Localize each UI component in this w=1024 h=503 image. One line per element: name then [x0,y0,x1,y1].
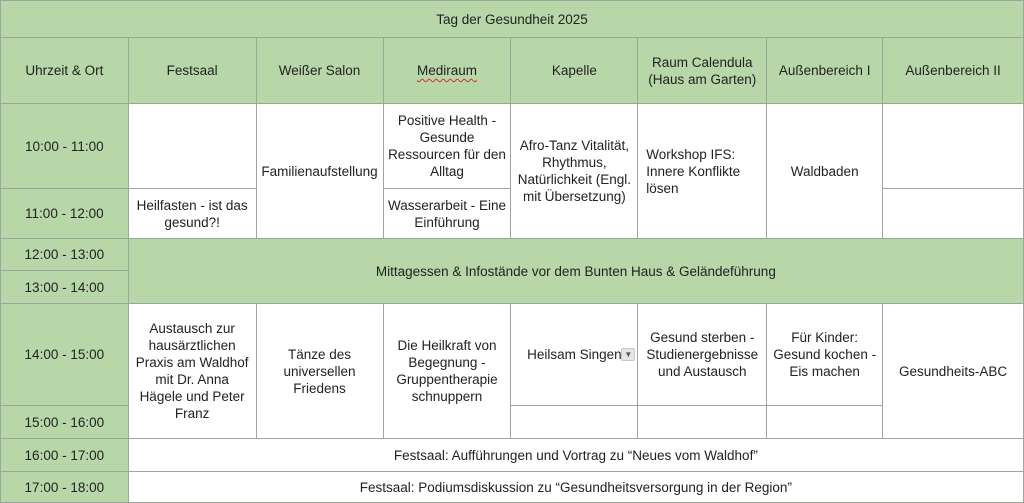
title-row [1,1,1024,38]
cell-aussen1-morning[interactable]: Waldbaden [767,104,883,239]
cell-event-1700[interactable]: Festsaal: Podiumsdiskussion zu “Gesundheitsversorgung in der Region” [128,472,1023,503]
schedule-title[interactable]: Tag der Gesundheit 2025 [1,1,1024,38]
header-aussenbereich-2[interactable]: Außenbereich II [883,38,1024,104]
cell-festsaal-afternoon[interactable]: Austausch zur hausärztlichen Praxis am Waldhof mit Dr. Anna Hägele und Peter Franz [128,304,256,439]
time-1400[interactable]: 14:00 - 15:00 [1,304,129,406]
header-aussenbereich-1[interactable]: Außenbereich I [767,38,883,104]
dropdown-arrow-icon[interactable]: ▼ [621,348,635,361]
row-1200 [1,239,1024,271]
time-1600[interactable]: 16:00 - 17:00 [1,439,129,472]
cell-calendula-1500[interactable] [638,406,767,439]
cell-calendula-1400[interactable]: Gesund sterben - Studienergebnisse und Austausch [638,304,767,406]
cell-salon-morning[interactable]: Familienaufstellung [256,104,383,239]
cell-aussen1-1500[interactable] [767,406,883,439]
time-1000[interactable]: 10:00 - 11:00 [1,104,129,189]
row-1600 [1,439,1024,472]
time-1100[interactable]: 11:00 - 12:00 [1,189,129,239]
cell-festsaal-1000[interactable] [128,104,256,189]
time-1300[interactable]: 13:00 - 14:00 [1,271,129,304]
row-1400 [1,304,1024,406]
cell-mediraum-1100[interactable]: Wasserarbeit - Eine Einführung [383,189,511,239]
header-row [1,38,1024,104]
cell-kapelle-1400[interactable] [511,304,638,406]
cell-lunch[interactable]: Mittagessen & Infostände vor dem Bunten Haus & Geländeführung [128,239,1023,304]
cell-aussen2-1100[interactable] [883,189,1024,239]
header-mediraum[interactable] [383,38,511,104]
time-1700[interactable]: 17:00 - 18:00 [1,472,129,503]
time-1500[interactable]: 15:00 - 16:00 [1,406,129,439]
cell-mediraum-1000[interactable]: Positive Health - Gesunde Ressourcen für den Alltag [383,104,511,189]
cell-kapelle-morning[interactable]: Afro-Tanz Vitalität, Rhythmus, Natürlichkeit (Engl. mit Übersetzung) [511,104,638,239]
cell-kapelle-1500[interactable] [511,406,638,439]
header-kapelle[interactable]: Kapelle [511,38,638,104]
cell-aussen2-1000[interactable] [883,104,1024,189]
cell-kapelle-1400-label: Heilsam Singen [527,347,622,362]
cell-mediraum-afternoon[interactable]: Die Heilkraft von Begegnung -Gruppentherapie schnuppern [383,304,511,439]
cell-salon-afternoon[interactable]: Tänze des universellen Friedens [256,304,383,439]
cell-event-1600[interactable]: Festsaal: Aufführungen und Vortrag zu “Neues vom Waldhof” [128,439,1023,472]
header-weisser-salon[interactable]: Weißer Salon [256,38,383,104]
row-1700 [1,472,1024,503]
row-1000 [1,104,1024,189]
header-mediraum-label: Mediraum [416,63,477,78]
cell-calendula-morning[interactable]: Workshop IFS: Innere Konflikte lösen [638,104,767,239]
header-time-location[interactable]: Uhrzeit & Ort [1,38,129,104]
header-festsaal[interactable]: Festsaal [128,38,256,104]
header-raum-calendula[interactable]: Raum Calendula (Haus am Garten) [638,38,767,104]
cell-kapelle-1400-wrap [515,346,633,363]
cell-festsaal-1100[interactable]: Heilfasten - ist das gesund?! [128,189,256,239]
time-1200[interactable]: 12:00 - 13:00 [1,239,129,271]
cell-aussen2-afternoon[interactable]: Gesundheits-ABC [883,304,1024,439]
cell-aussen1-1400[interactable]: Für Kinder: Gesund kochen - Eis machen [767,304,883,406]
